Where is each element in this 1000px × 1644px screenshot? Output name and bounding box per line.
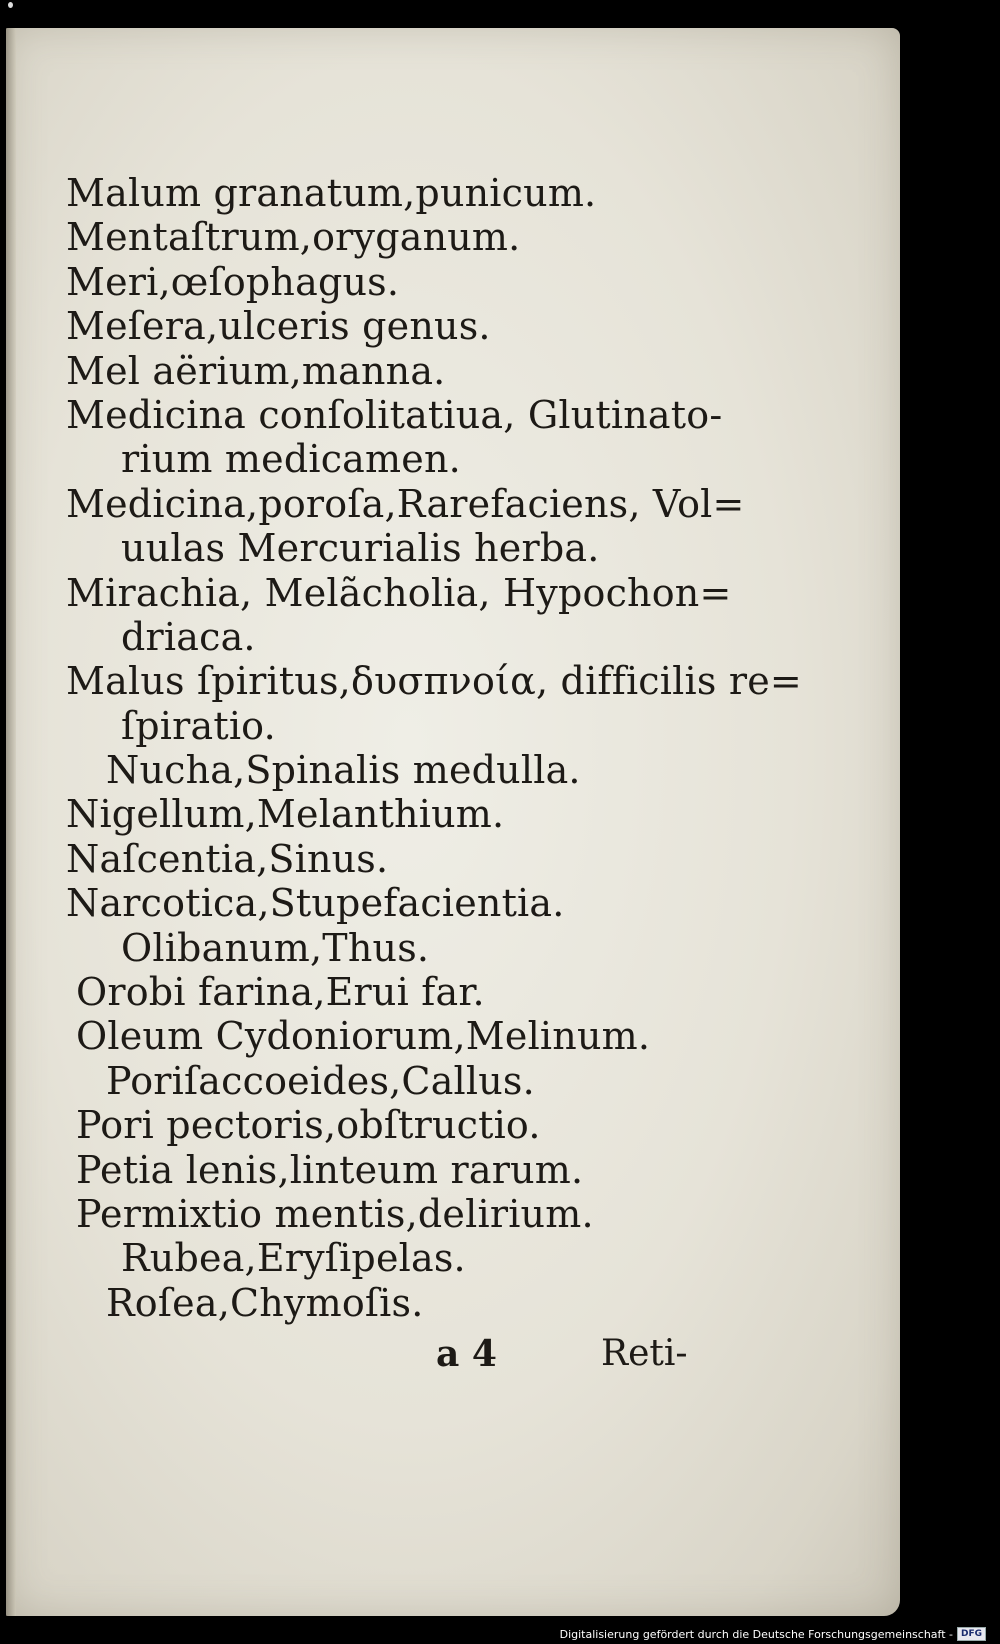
text-line: Nucha,Spinalis medulla.: [106, 748, 581, 793]
text-line: Meſera,ulceris genus.: [66, 304, 491, 349]
book-page: [6, 28, 900, 1616]
text-line: Permixtio mentis,delirium.: [76, 1191, 594, 1236]
text-line: Malum granatum,punicum.: [66, 171, 597, 215]
dfg-logo-icon: DFG: [957, 1627, 986, 1641]
text-line: Mentaſtrum,oryganum.: [66, 215, 521, 260]
text-line: driaca.: [121, 614, 256, 659]
text-line: rium medicamen.: [121, 437, 461, 482]
funding-credit: [560, 1626, 986, 1642]
text-line: Roſea,Chymoſis.: [106, 1280, 424, 1325]
text-line: Naſcentia,Sinus.: [66, 836, 389, 881]
text-line: Medicina conſolitatiua, Glutinato-: [66, 392, 723, 437]
text-line: Mel aërium,manna.: [66, 348, 446, 393]
text-line: uulas Mercurialis herba.: [121, 526, 600, 571]
text-line: Rubea,Eryſipelas.: [121, 1236, 466, 1281]
text-line: Mirachia, Melãcholia, Hypochon=: [66, 570, 732, 615]
scan-mark: [8, 2, 13, 8]
text-line: Malus ſpiritus,δυσπνοία, difficilis re=: [66, 659, 802, 704]
text-line: ſpiratio.: [121, 703, 276, 748]
text-line: Medicina,poroſa,Rarefaciens, Vol=: [66, 481, 745, 526]
text-line: Oleum Cydoniorum,Melinum.: [76, 1014, 651, 1059]
text-line: Olibanum,Thus.: [121, 925, 430, 970]
signature-mark: a 4: [436, 1333, 497, 1375]
credit-text: Digitalisierung gefördert durch die Deutsche Forschungsgemeinschaft -: [559, 1627, 953, 1641]
text-line: Pori pectoris,obſtructio.: [76, 1103, 541, 1148]
text-line: Orobi farina,Erui far.: [76, 970, 485, 1015]
text-line: Poriſaccoeides,Callus.: [106, 1058, 535, 1103]
text-line: Nigellum,Melanthium.: [66, 792, 505, 837]
glossary-text: [66, 171, 866, 1325]
text-line: Meri,œſophagus.: [66, 259, 400, 304]
text-line: Petia lenis,linteum rarum.: [76, 1147, 584, 1192]
text-line: Narcotica,Stupefacientia.: [66, 881, 565, 926]
page-gutter: [6, 28, 16, 1616]
catchword: Reti-: [601, 1333, 688, 1374]
